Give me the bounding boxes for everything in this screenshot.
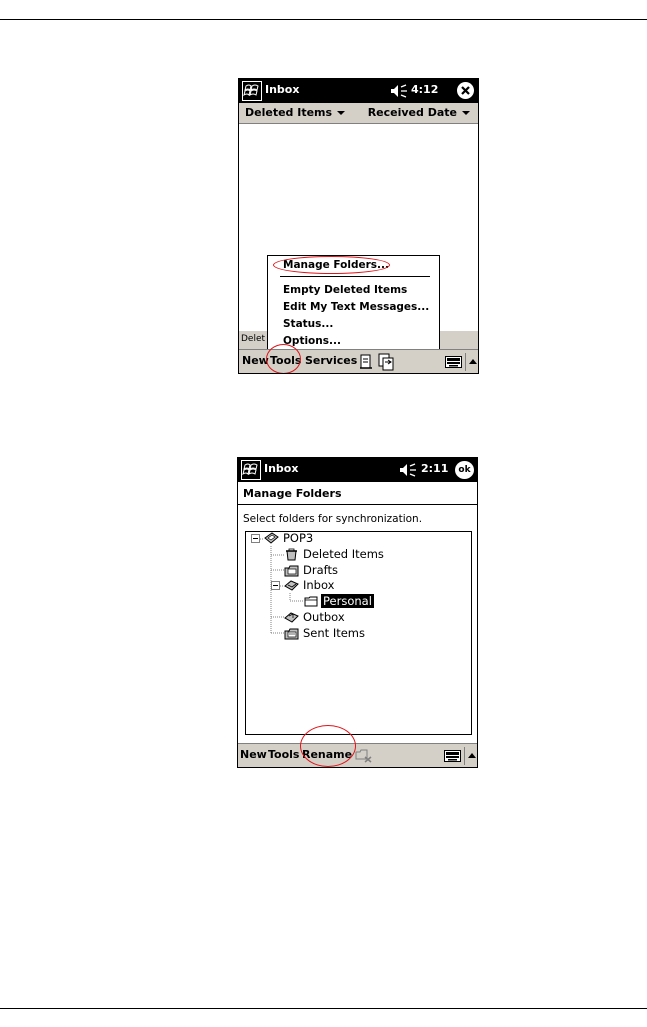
- title-bar: [239, 79, 478, 103]
- menu-tools[interactable]: Tools: [268, 748, 300, 761]
- menu-separator: [280, 276, 430, 277]
- inbox-icon: [284, 579, 299, 592]
- outbox-icon: [284, 611, 299, 624]
- keyboard-icon[interactable]: [444, 750, 461, 762]
- title-bar: [238, 458, 477, 482]
- menu-services[interactable]: Services: [305, 354, 358, 367]
- sip-divider: [465, 353, 466, 371]
- menu-item-options[interactable]: Options...: [283, 335, 341, 347]
- windows-start-icon[interactable]: [242, 81, 262, 101]
- sent-items-icon: [284, 627, 299, 640]
- highlight-ellipse-tools: [266, 344, 301, 374]
- folder-dropdown-label: Deleted Items: [245, 106, 333, 119]
- delete-folder-icon[interactable]: [355, 749, 372, 763]
- inbox-tools-menu-screenshot: [238, 78, 479, 374]
- manage-folders-header: [238, 482, 477, 505]
- account-icon: [264, 532, 279, 545]
- menu-item-empty-deleted-items[interactable]: Empty Deleted Items: [283, 284, 408, 296]
- clock[interactable]: 4:12: [411, 83, 439, 96]
- folder-dropdown[interactable]: [245, 106, 345, 119]
- speaker-icon[interactable]: [399, 462, 417, 478]
- folder-tree[interactable]: [245, 531, 472, 735]
- tree-item-inbox[interactable]: Inbox: [303, 578, 335, 592]
- page-top-rule: [0, 19, 647, 20]
- tree-item-personal[interactable]: Personal: [323, 594, 372, 608]
- keyboard-icon[interactable]: [445, 356, 462, 368]
- sort-dropdown-label: Received Date: [367, 106, 457, 119]
- highlight-ellipse-manage-folders: [273, 256, 390, 274]
- address-book-icon[interactable]: [359, 354, 373, 370]
- menu-new[interactable]: New: [240, 748, 267, 761]
- folder-icon: [304, 595, 319, 608]
- sip-divider: [464, 747, 465, 765]
- instruction-text: Select folders for synchronization.: [243, 513, 423, 525]
- send-receive-icon[interactable]: [378, 353, 394, 371]
- close-icon[interactable]: [457, 82, 474, 99]
- speaker-icon[interactable]: [390, 83, 408, 99]
- app-title: Inbox: [264, 462, 299, 475]
- manage-folders-screenshot: [237, 457, 478, 768]
- chevron-down-icon: [337, 111, 345, 115]
- app-title: Inbox: [265, 83, 300, 96]
- tree-item-deleted-items[interactable]: Deleted Items: [303, 547, 384, 561]
- menu-item-manage-folders[interactable]: Manage Folders...: [283, 259, 389, 271]
- collapse-toggle-inbox[interactable]: [271, 581, 280, 590]
- clock[interactable]: 2:11: [421, 462, 449, 475]
- drafts-icon: [284, 564, 299, 577]
- status-strip-label: Delet: [241, 334, 266, 344]
- deleted-items-icon: [284, 548, 299, 561]
- tree-item-sent-items[interactable]: Sent Items: [303, 626, 365, 640]
- menu-item-edit-text-messages[interactable]: Edit My Text Messages...: [283, 301, 430, 313]
- menu-item-status[interactable]: Status...: [283, 318, 334, 330]
- menu-rename[interactable]: Rename: [302, 748, 353, 761]
- collapse-toggle-pop3[interactable]: [251, 534, 260, 543]
- tree-item-drafts[interactable]: Drafts: [303, 563, 338, 577]
- sip-up-arrow-icon[interactable]: [469, 359, 477, 364]
- sip-up-arrow-icon[interactable]: [468, 753, 476, 758]
- command-bar: [238, 743, 477, 767]
- ok-button[interactable]: ok: [455, 461, 474, 479]
- page-title: Manage Folders: [243, 487, 342, 500]
- highlight-ellipse-rename: [300, 725, 356, 767]
- chevron-down-icon: [462, 111, 470, 115]
- page-bottom-rule: [0, 1008, 647, 1009]
- tree-item-pop3[interactable]: POP3: [283, 531, 314, 545]
- filter-bar: [239, 103, 478, 124]
- windows-start-icon[interactable]: [241, 460, 261, 480]
- menu-tools[interactable]: Tools: [270, 354, 302, 367]
- menu-new[interactable]: New: [242, 354, 269, 367]
- sort-dropdown[interactable]: [368, 106, 470, 119]
- tree-item-outbox[interactable]: Outbox: [303, 610, 345, 624]
